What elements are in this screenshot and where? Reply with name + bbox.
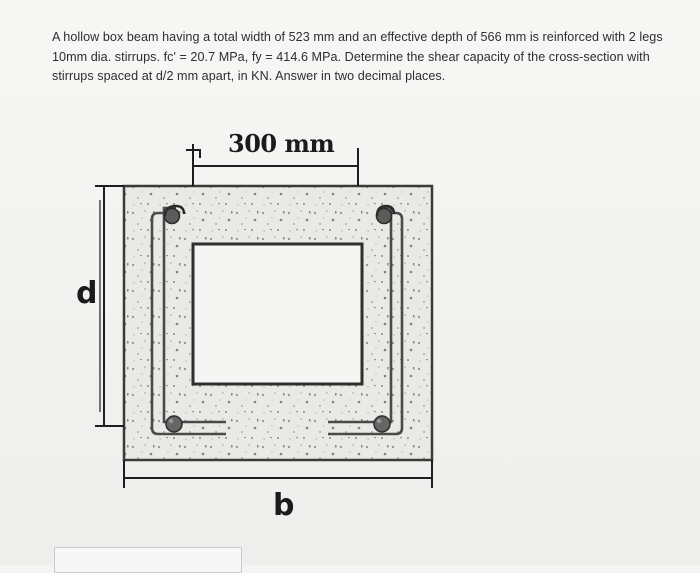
question-line-1: A hollow box beam having a total width of 523 mm and an effective depth of 566 mm is reinforced with 2 legs: [52, 30, 663, 44]
answer-input[interactable]: [54, 547, 242, 573]
left-dimension-line: [95, 186, 124, 426]
width-label: b: [273, 488, 295, 523]
bottom-dimension-line: [124, 460, 432, 488]
rebar-bottom-right: [374, 416, 390, 432]
question-line-2: 10mm dia. stirrups. fc' = 20.7 MPa, fy = 414.6 MPa. Determine the shear capacity of the cross-section with: [52, 49, 650, 64]
question-line-3: stirrups spaced at d/2 mm apart, in KN. Answer in two decimal places.: [52, 69, 446, 83]
top-dimension-label: 300 mm: [228, 129, 335, 158]
depth-label: d: [76, 276, 98, 311]
rebar-bottom-left: [166, 416, 182, 432]
